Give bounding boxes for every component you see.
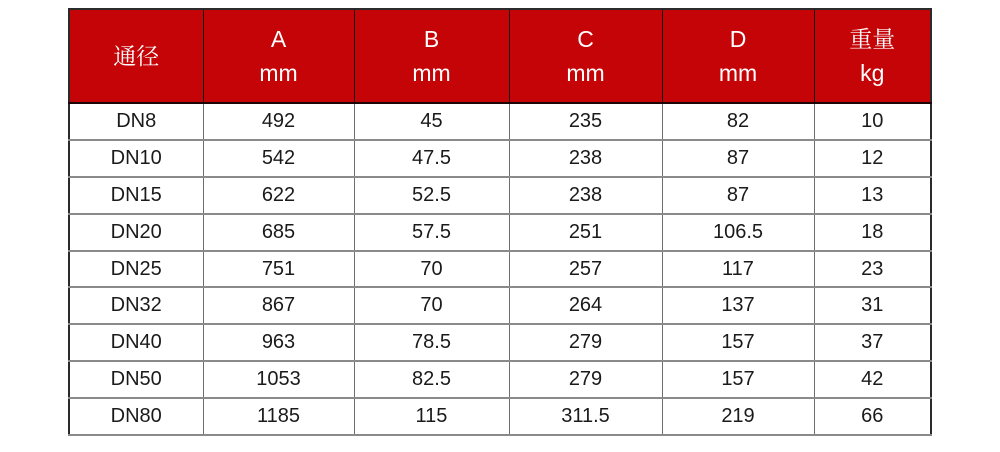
table-row (69, 251, 931, 288)
column-label: C (577, 26, 594, 52)
column-unit: kg (860, 60, 885, 86)
header-cell-c (509, 9, 662, 103)
table-row (69, 361, 931, 398)
header-cell-weight (814, 9, 931, 103)
header-cell-d (662, 9, 814, 103)
table-cell: 23 (814, 251, 931, 288)
table-cell: 18 (814, 214, 931, 251)
table-cell: 542 (203, 140, 354, 177)
table-cell: 13 (814, 177, 931, 214)
table-cell: 1053 (203, 361, 354, 398)
table-row (69, 103, 931, 140)
table-cell: DN40 (69, 324, 203, 361)
table-cell: 70 (354, 251, 509, 288)
table-cell: 12 (814, 140, 931, 177)
table-cell: 57.5 (354, 214, 509, 251)
table-cell: 157 (662, 324, 814, 361)
table-cell: 279 (509, 361, 662, 398)
table-row (69, 398, 931, 435)
table-cell: DN15 (69, 177, 203, 214)
table-cell: 867 (203, 287, 354, 324)
table-cell: 42 (814, 361, 931, 398)
table-cell: 1185 (203, 398, 354, 435)
table-cell: 157 (662, 361, 814, 398)
table-cell: 238 (509, 177, 662, 214)
table-cell: 235 (509, 103, 662, 140)
table-cell: 251 (509, 214, 662, 251)
table-cell: 87 (662, 177, 814, 214)
table-cell: 685 (203, 214, 354, 251)
table-row (69, 140, 931, 177)
dimension-spec-table (68, 8, 932, 436)
table-cell: 37 (814, 324, 931, 361)
table-cell: DN50 (69, 361, 203, 398)
table-cell: 219 (662, 398, 814, 435)
table-cell: 82.5 (354, 361, 509, 398)
table-cell: DN80 (69, 398, 203, 435)
column-label: B (423, 26, 440, 52)
table-cell: 238 (509, 140, 662, 177)
column-label: D (729, 26, 747, 52)
table-cell: 279 (509, 324, 662, 361)
header-cell-a (203, 9, 354, 103)
header-cell-diameter (69, 9, 203, 103)
table-cell: DN25 (69, 251, 203, 288)
table-cell: 257 (509, 251, 662, 288)
table-cell: 70 (354, 287, 509, 324)
table-cell: 264 (509, 287, 662, 324)
table-cell: 47.5 (354, 140, 509, 177)
table-cell: 751 (203, 251, 354, 288)
header-cell-b (354, 9, 509, 103)
table-cell: DN8 (69, 103, 203, 140)
table-cell: DN20 (69, 214, 203, 251)
table-cell: 82 (662, 103, 814, 140)
column-unit: mm (412, 60, 451, 86)
table-cell: 137 (662, 287, 814, 324)
table-cell: 31 (814, 287, 931, 324)
table-cell: DN10 (69, 140, 203, 177)
table-row (69, 324, 931, 361)
table-cell: 311.5 (509, 398, 662, 435)
header-row (69, 9, 931, 103)
table-cell: 87 (662, 140, 814, 177)
column-unit: mm (566, 60, 605, 86)
table-cell: 622 (203, 177, 354, 214)
table-cell: 52.5 (354, 177, 509, 214)
table-row (69, 177, 931, 214)
table-cell: 45 (354, 103, 509, 140)
table-cell: 963 (203, 324, 354, 361)
table-row (69, 287, 931, 324)
table-cell: 106.5 (662, 214, 814, 251)
column-unit: mm (718, 60, 758, 86)
table-cell: 10 (814, 103, 931, 140)
table-cell: 492 (203, 103, 354, 140)
table-cell: 117 (662, 251, 814, 288)
column-label: A (270, 26, 287, 52)
column-label: 重量 (849, 26, 896, 52)
table-cell: 66 (814, 398, 931, 435)
table-cell: 78.5 (354, 324, 509, 361)
table-cell: DN32 (69, 287, 203, 324)
column-label: 通径 (113, 43, 160, 69)
table-row (69, 214, 931, 251)
table-cell: 115 (354, 398, 509, 435)
column-unit: mm (259, 60, 298, 86)
